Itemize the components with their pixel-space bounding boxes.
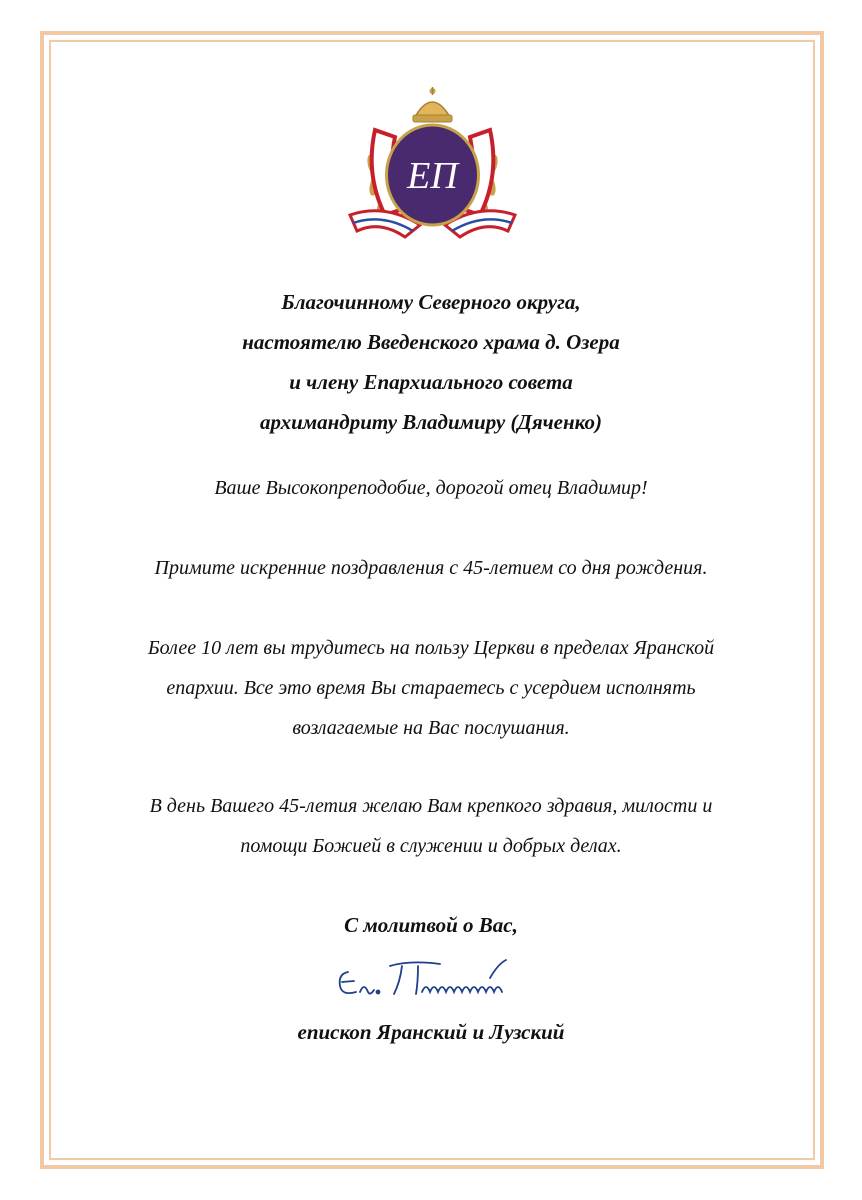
- addressee-line: Благочинному Северного округа,: [281, 290, 581, 314]
- paragraph-line: епархии. Все это время Вы стараетесь с усердием исполнять: [166, 677, 696, 699]
- signature-icon: [330, 952, 535, 1007]
- paragraph-line: помощи Божией в служении и добрых делах.: [240, 835, 622, 857]
- service-paragraph: [95, 628, 767, 748]
- addressee-block: [100, 282, 762, 442]
- signer-title: епископ Яранский и Лузский: [297, 1020, 565, 1044]
- greeting: Ваше Высокопреподобие, дорогой отец Владимир!: [214, 477, 648, 499]
- diocese-emblem: [345, 85, 520, 245]
- wishes-paragraph: [95, 786, 767, 866]
- closing-phrase: С молитвой о Вас,: [344, 913, 518, 937]
- monogram-text: ЕП: [407, 155, 458, 197]
- crown-icon: [413, 87, 452, 122]
- paragraph-line: Более 10 лет вы трудитесь на пользу Церкви в пределах Яранской: [147, 637, 715, 659]
- addressee-line: архимандриту Владимиру (Дяченко): [259, 410, 603, 434]
- paragraph-line: В день Вашего 45-летия желаю Вам крепкого здравия, милости и: [149, 795, 713, 817]
- paragraph-line: возлагаемые на Вас послушания.: [292, 717, 570, 739]
- addressee-line: и члену Епархиального совета: [289, 370, 573, 394]
- congratulation-text: Примите искренние поздравления с 45-летием со дня рождения.: [154, 557, 708, 579]
- addressee-line: настоятелю Введенского храма д. Озера: [242, 330, 620, 354]
